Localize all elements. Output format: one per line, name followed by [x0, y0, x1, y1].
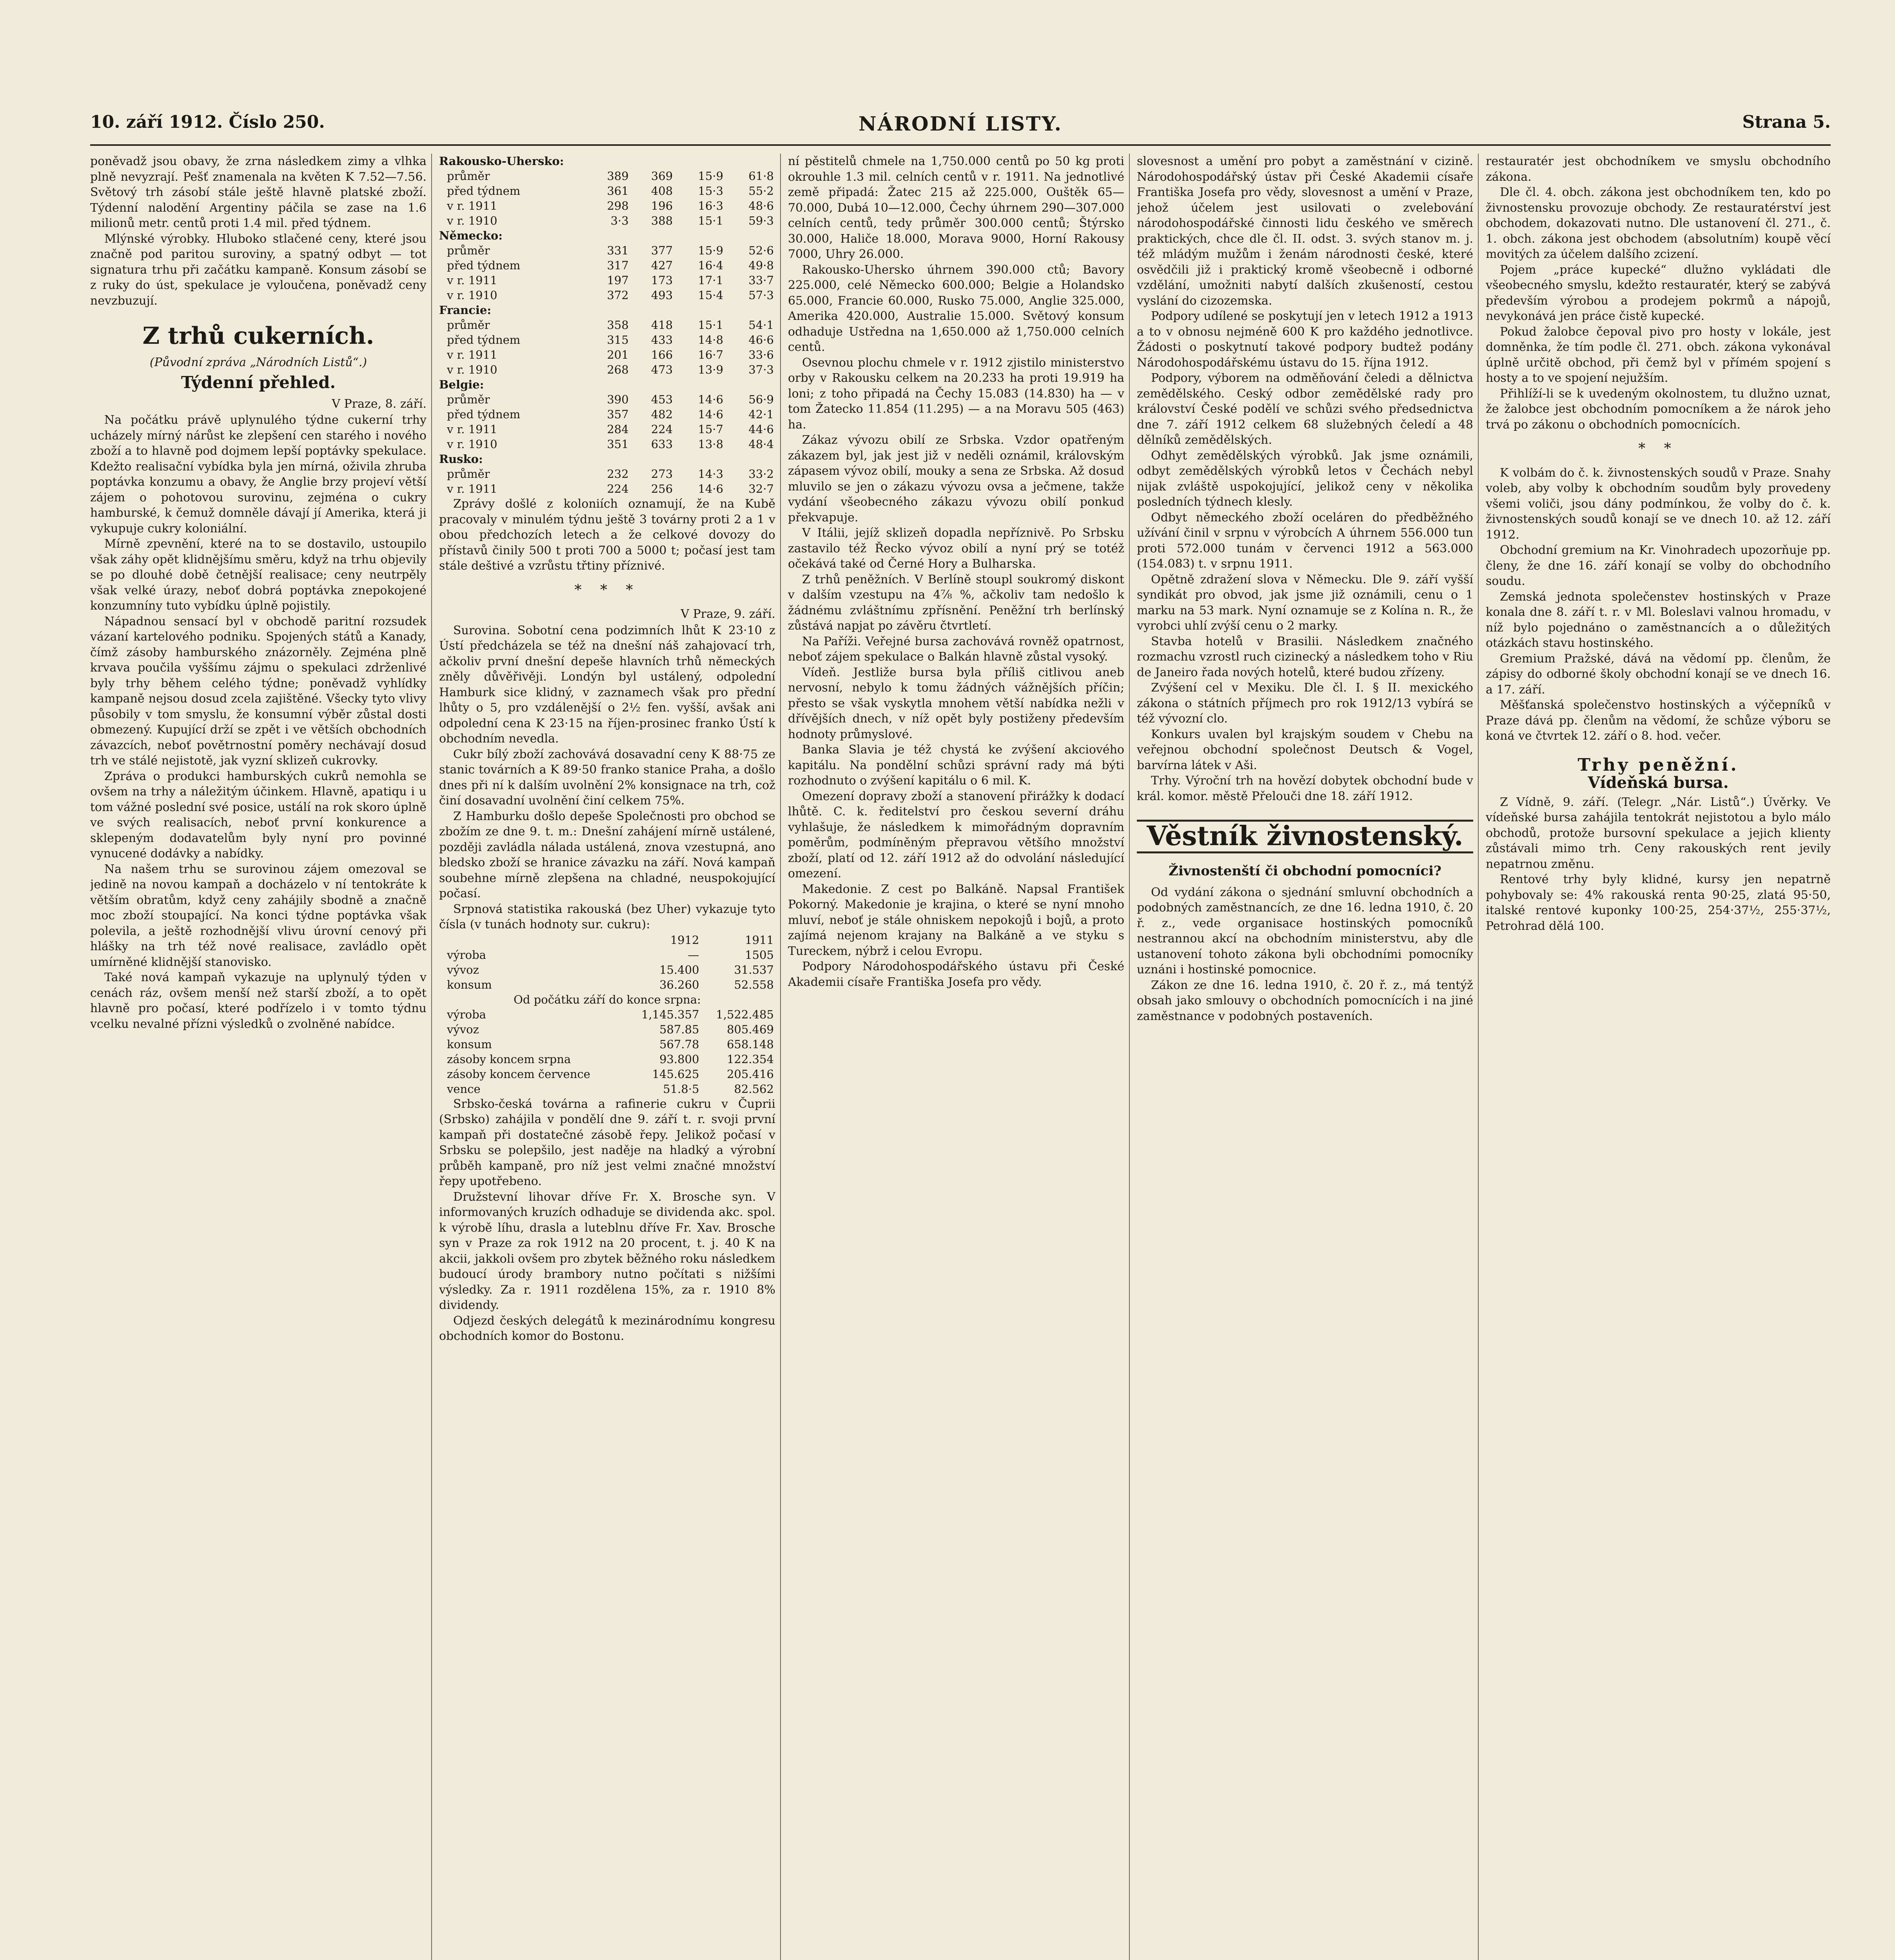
- paragraph: Rentové trhy byly klidné, kursy jen nepatrně pohybovaly se: 4% rakouská renta 90·25, zlatá 95·50, italské rentové kuponky 100·25, 254·37½, 255·37½, Petrohrad dělá 100.: [1486, 873, 1831, 933]
- cell-value: 14·6: [698, 482, 724, 495]
- table-row: [439, 1007, 775, 1022]
- row-label: výroba: [447, 948, 486, 962]
- table-row: [439, 318, 775, 332]
- paragraph: restauratér jest obchodníkem ve smyslu obchodního zákona.: [1486, 154, 1831, 184]
- row-label: průměr: [447, 244, 490, 257]
- cell-value: 16·7: [698, 348, 724, 361]
- table-row: [439, 362, 775, 377]
- cell-value: 205.416: [727, 1067, 774, 1081]
- header-rule: [90, 144, 1831, 146]
- cell-value: 173: [651, 274, 673, 287]
- column-rule: [1478, 154, 1479, 1960]
- cell-value: 315: [607, 333, 629, 347]
- cell-value: 14·8: [698, 333, 724, 347]
- table-row: [439, 466, 775, 481]
- paragraph: Cukr bílý zboží zachovává dosavadní ceny K 88·75 ze stanic továrních a K 89·50 franko stanice Praha, a došlo dnes při ní k dalším uvolnění 2% konsignace na trh, což činí dosavadní uvolnění činí celkem 75%.: [439, 747, 775, 808]
- paragraph: Zemská jednota společenstev hostinských v Praze konala dne 8. září t. r. v Ml. Boleslavi valnou hromadu, v níž bylo pojednáno o zaměstnancích a o důležitých otázkách stavu hostinského.: [1486, 590, 1831, 650]
- row-label: výroba: [447, 1007, 486, 1021]
- cell-value: 317: [607, 259, 629, 272]
- cell-value: 51.8·5: [663, 1082, 699, 1096]
- paragraph: Stavba hotelů v Brasilii. Následkem značného rozmachu vzrostl ruch cizinecký a následkem toho v Riu de Janeiro řada nových hotelů, které budou zřízeny.: [1137, 634, 1473, 679]
- cell-value: 32·7: [748, 482, 774, 495]
- paragraph: Mírně zpevnění, které na to se dostavilo, ustoupilo však záhy opět klidnějšímu směru, když na trhu objevily se po dlouhé době četnější realisace; ceny neutrpěly však velké úrazy, neboť dobrá poptávka znepokojené konzumníny tuto vybídku úplně pojistily.: [90, 537, 427, 613]
- cell-value: 57·3: [748, 289, 774, 302]
- table-row: [439, 962, 775, 977]
- cell-value: 284: [607, 423, 629, 436]
- cell-value: 372: [607, 289, 629, 302]
- row-label: vývoz: [447, 963, 479, 976]
- table-row: [439, 183, 775, 198]
- paragraph: Banka Slavia je též chystá ke zvýšení akciového kapitálu. Na pondělní schůzi správní rady má býti rozhodnuto o zvýšení kapitálu o 6 mil. K.: [788, 743, 1124, 788]
- cell-value: 16·3: [698, 199, 724, 212]
- row-label: v r. 1911: [447, 274, 497, 287]
- row-label: v r. 1911: [447, 348, 497, 361]
- paragraph: Trhy. Výroční trh na hovězí dobytek obchodní bude v král. komor. městě Přelouči dne 18. září 1912.: [1137, 774, 1473, 803]
- table-row: [439, 1052, 775, 1067]
- cell-value: 15·4: [698, 289, 724, 302]
- paragraph: Gremium Pražské, dává na vědomí pp. členům, že zápisy do odborné školy obchodní konají se ve dnech 16. a 17. září.: [1486, 652, 1831, 697]
- cell-value: 61·8: [748, 169, 774, 183]
- row-label: v r. 1910: [447, 289, 497, 302]
- table-row: [439, 1067, 775, 1082]
- row-label: v r. 1910: [447, 363, 497, 376]
- column-rule: [1129, 154, 1130, 1960]
- cell-value: 1,522.485: [716, 1007, 774, 1021]
- table-row: [439, 332, 775, 347]
- paragraph: Také nová kampaň vykazuje na uplynulý týden v cenách ráz, ovšem menší než starší zboží, a to opět hlavně pro počasí, které podřízelo i v tomto týdnu vcelku nevalné přízni výsledků o zvolněné nabídce.: [90, 971, 427, 1031]
- paragraph: Přihlíží-li se k uvedeným okolnostem, tu dlužno uznat, že žalobce jest obchodním pomocníkem a že nárok jeho trvá po zákonu o obchodních pomocnících.: [1486, 387, 1831, 432]
- table-row: [439, 213, 775, 228]
- table-row: [439, 392, 775, 407]
- row-label: před týdnem: [447, 333, 521, 347]
- section-subtitle: Týdenní přehled.: [181, 372, 336, 392]
- table-row: [439, 481, 775, 496]
- row-label: před týdnem: [447, 408, 521, 421]
- column-5: [1486, 154, 1831, 1960]
- cell-value: 14·6: [698, 408, 724, 421]
- cell-value: 15·1: [698, 214, 724, 227]
- cell-value: 389: [607, 169, 629, 183]
- paragraph: Odhyt zemědělských výrobků. Jak jsme oznámili, odbyt zemědělských výrobků letos v Čechách nebyl nijak zvláště uspokojující, jelikož ceny v několika posledních týdnech klesly.: [1137, 448, 1473, 509]
- row-label: průměr: [447, 393, 490, 406]
- paragraph: Omezení dopravy zboží a stanovení přirážky k dodací lhůtě. C. k. ředitelství pro českou severní dráhu vyhlašuje, že následkem k mimořádným dopravním poměrům, podmíněným přepravou většího množství zboží, platí od 12. září 1912 až do odvolání následující omezení.: [788, 789, 1124, 880]
- paragraph: Odbyt německého zboží oceláren do předběžného užívání činil v srpnu v výrobcích A úhrnem 556.000 tun proti 572.000 tunám v červenci 1912 a 563.000 (154.083) t. v srpnu 1911.: [1137, 510, 1473, 571]
- cell-value: 46·6: [748, 333, 774, 347]
- table-row: [439, 1082, 775, 1096]
- cell-value: 82.562: [734, 1082, 774, 1096]
- cell-value: 1,145.357: [641, 1007, 699, 1021]
- paragraph: Pokud žalobce čepoval pivo pro hosty v lokále, jest domněnka, že tím podle čl. 271. obch. zákona vykonával úplně určitě obchod, při čemž byl v přímém spojení s hosty a to ve spojení nejužším.: [1486, 325, 1831, 385]
- paragraph: Družstevní lihovar dříve Fr. X. Brosche syn. V informovaných kruzích odhaduje se dividenda akc. spol. k výrobě líhu, drasla a luteblnu dříve Fr. Xav. Brosche syn v Praze za rok 1912 na 20 procent, t. j. 40 K na akcii, jakkoli ovšem pro zbytek běžného roku následkem budoucí úrody brambory nutno počítati s nižšími výsledky. Za r. 1911 rozdělena 15%, za r. 1910 8% dividendy.: [439, 1190, 775, 1312]
- cell-value: 33·7: [748, 274, 774, 287]
- row-label: průměr: [447, 467, 490, 481]
- column-2: [439, 154, 775, 1960]
- cell-value: 31.537: [734, 963, 774, 976]
- cell-value: 15·1: [698, 318, 724, 332]
- row-label: konsum: [447, 1037, 492, 1051]
- paragraph: poněvadž jsou obavy, že zrna následkem zimy a vlhka plně nevyzrají. Pešť znamenala na květen K 7.52—7.56. Světový trh zásobí stále ještě hlavně platské zboží. Týdenní nalodění Argentiny páčila se zase na 1.6 milionů metr. centů proti 1.4 mil. před týdnem.: [90, 154, 427, 230]
- cell-value: 201: [607, 348, 629, 361]
- page-number: Strana 5.: [1742, 112, 1831, 132]
- table-row: [439, 437, 775, 452]
- table-heading: Rakousko-Uhersko:: [439, 154, 564, 168]
- cell-value: 427: [651, 259, 673, 272]
- paragraph: Zvýšení cel v Mexiku. Dle čl. I. § II. mexického zákona o státních příjmech pro rok 1912/13 vybírá se též vývozní clo.: [1137, 681, 1473, 726]
- dateline: V Praze, 9. září.: [681, 607, 775, 621]
- table-subheading: Od počátku září do konce srpna:: [514, 993, 701, 1006]
- year-header: 1912: [670, 933, 699, 947]
- table-row: [439, 258, 775, 273]
- paragraph: Měšťanská společenstvo hostinských a výčepníků v Praze dává pp. členům na vědomí, že schůze výboru se koná ve čtvrtek 12. září o 8. hod. večer.: [1486, 698, 1831, 743]
- cell-value: 482: [651, 408, 673, 421]
- row-label: před týdnem: [447, 259, 521, 272]
- paragraph: ní pěstitelů chmele na 1,750.000 centů po 50 kg proti okrouhle 1.3 mil. celních centů v r. 1911. Na jednotlivé země připadá: Žatec 215 až 225.000, Ouštěk 65—70.000, Dubá 10—12.000, Čechy úhrnem 290—307.000 celních centů, tedy průměr 300.000 centů; Štýrsko 30.000, Haliče 18.000, Morava 9000, Horní Rakousy 7000, Uhry 26.000.: [788, 154, 1124, 261]
- table-heading: Belgie:: [439, 378, 484, 391]
- paragraph: Vídeň. Jestliže bursa byla příliš citlivou aneb nervosní, nebylo k tomu žádných vážnějších příčin; přesto se však vyskytla mnohem větší nabídka nežli v dřívějších dnech, v níž opět byly postiženy především hodnoty průmyslové.: [788, 665, 1124, 741]
- table-row: [439, 977, 775, 992]
- cell-value: 54·1: [748, 318, 774, 332]
- article-title: Živnostenští či obchodní pomocníci?: [1169, 863, 1441, 879]
- cell-value: 197: [607, 274, 629, 287]
- paragraph: Makedonie. Z cest po Balkáně. Napsal František Pokorný. Makedonie je krajina, o které se nyní mnoho mluví, neboť je stále ohniskem nepokojů i bojů, a proto zajímá nejenom krajany na Balkáně a ve styku s Tureckem, nýbrž i celou Evropu.: [788, 882, 1124, 958]
- cell-value: 351: [607, 437, 629, 451]
- table-row: [439, 407, 775, 422]
- cell-value: 145.625: [652, 1067, 699, 1081]
- paragraph: Na Paříži. Veřejné bursa zachovává rovněž opatrnost, neboť zájem spekulace o Balkán hlavně zůstal vysoký.: [788, 634, 1124, 664]
- row-label: průměr: [447, 169, 490, 183]
- column-1: [90, 154, 427, 1960]
- table-row: [439, 347, 775, 362]
- paragraph: Podpory Národohospodářského ústavu při České Akademii císaře Františka Josefa pro vědy.: [788, 960, 1124, 989]
- section-note: (Původní zpráva „Národních Listů“.): [149, 356, 367, 369]
- cell-value: 59·3: [748, 214, 774, 227]
- paragraph: Odjezd českých delegátů k mezinárodnímu kongresu obchodních komor do Bostonu.: [439, 1314, 775, 1343]
- section-title: Trhy peněžní.: [1577, 755, 1739, 775]
- cell-value: 232: [607, 467, 629, 481]
- column-4: [1137, 154, 1473, 1960]
- table-row: [439, 947, 775, 962]
- newspaper-title: NÁRODNÍ LISTY.: [859, 112, 1062, 135]
- cell-value: 567.78: [659, 1037, 699, 1051]
- paragraph: Z Hamburku došlo depeše Společnosti pro obchod se zbožím ze dne 9. t. m.: Dnešní zahájení mírně ustálené, později zavládla nálada ustálená, znova vzestupná, ano bledsko zboží se hranice závazku na září. Nová kampaň soubehne mírně zlepšena na chladné, neuspokojující počasí.: [439, 809, 775, 900]
- section-subtitle: Vídeňská bursa.: [1588, 773, 1729, 792]
- cell-value: 55·2: [748, 184, 774, 198]
- paragraph: Konkurs uvalen byl krajským soudem v Chebu na veřejnou obchodní společnost Deutsch & Vogel, barvírna látek v Aši.: [1137, 727, 1473, 772]
- paragraph: slovesnost a umění pro pobyt a zaměstnání v cizině. Národohospodářský ústav při České Akademii císaře Františka Josefa pro vědy, slovesnost a umění v Praze, jehož účelem jest usilovati o zvelebování národohospodářské činnosti lidu českého ve směrech praktických, chce dle čl. II. odst. 3. svých stanov m. j. též mládým mužům i ženám národnosti české, které osvědčili již i praktický kromě všeobecně i odborné vzdělání, umožniti nabytí dalších zkušeností, cestou vyslání do cizozemska.: [1137, 154, 1473, 308]
- paragraph: Zprávy došlé z koloniích oznamují, že na Kubě pracovaly v minulém týdnu ještě 3 továrny proti 2 a 1 v obou předchozích letech a že celkové dovozy do přístavů činily 500 t proti 700 a 5000 t; počasí jest tam stále deštivé a vzrůstu třtiny příznivé.: [439, 497, 775, 573]
- row-label: v r. 1911: [447, 423, 497, 436]
- issue-date: 10. září 1912. Číslo 250.: [90, 112, 325, 132]
- cell-value: 273: [651, 467, 673, 481]
- cell-value: 13·9: [698, 363, 724, 376]
- row-label: průměr: [447, 318, 490, 332]
- dateline: V Praze, 8. září.: [332, 397, 427, 411]
- column-3: [788, 154, 1124, 1960]
- cell-value: 408: [651, 184, 673, 198]
- paragraph: Na našem trhu se surovinou zájem omezoval se jedině na novou kampaň a docházelo v ní tentokráte k větším obratům, když ceny zahájily sbodně a značně moc zboží stoupající. Na konci týdne poptávka však polevila, a ještě rozhodnější vlivu úrovní cenový při hlášky na trh též nové realisace, zavládlo opět umírněné klidnější stanovisko.: [90, 862, 427, 969]
- paragraph: Pojem „práce kupecké“ dlužno vykládati dle všeobecného smyslu, kdežto restauratér, který se zabývá především výrobou a prodejem pokrmů a nápojů, nevykonává jen práce čistě kupecké.: [1486, 263, 1831, 323]
- cell-value: 52.558: [734, 978, 774, 991]
- cell-value: 93.800: [659, 1052, 699, 1066]
- cell-value: 33·6: [748, 348, 774, 361]
- cell-value: 36.260: [659, 978, 699, 991]
- cell-value: 388: [651, 214, 673, 227]
- cell-value: 805.469: [727, 1022, 774, 1036]
- section-title: Z trhů cukerních.: [142, 322, 374, 350]
- cell-value: 122.354: [727, 1052, 774, 1066]
- cell-value: 633: [651, 437, 673, 451]
- cell-value: 377: [651, 244, 673, 257]
- cell-value: 166: [651, 348, 673, 361]
- paragraph: Osevnou plochu chmele v r. 1912 zjistilo ministerstvo orby v Rakousku celkem na 20.233 ha proti 19.919 ha loni; z toho připadá na Čechy 15.083 (14.830) ha — v tom Žatecko 11.854 (11.295) — a na Moravu 505 (463) ha.: [788, 356, 1124, 432]
- cell-value: 298: [607, 199, 629, 212]
- year-header: 1911: [745, 933, 774, 947]
- cell-value: 357: [607, 408, 629, 421]
- cell-value: 44·6: [748, 423, 774, 436]
- paragraph: Srpnová statistika rakouská (bez Uher) vykazuje tyto čísla (v tunách hodnoty sur. cukru):: [439, 902, 775, 931]
- paragraph: Rakousko-Uhersko úhrnem 390.000 ctů; Bavory 225.000, celé Německo 600.000; Belgie a Holandsko 65.000, Francie 60.000, Rusko 75.000, Anglie 325.000, Amerika 420.000, Australie 15.000. Světový konsum odhaduje Ustředna na 1,650.000 až 1,750.000 celních centů.: [788, 263, 1124, 354]
- column-rule: [780, 154, 781, 1960]
- paragraph: Dle čl. 4. obch. zákona jest obchodníkem ten, kdo po živnostensku provozuje obchody. Ze restauratérství jest obchodem, dokazovati nutno. Dle ustanovení čl. 271., č. 1. obch. zákona jest obchodem (absolutním) koupě věcí movitých za účelem dalšího zcizení.: [1486, 185, 1831, 261]
- row-label: v r. 1910: [447, 214, 497, 227]
- cell-value: 33·2: [748, 467, 774, 481]
- section-box-title: Věstník živnostenský.: [1137, 820, 1473, 853]
- table-heading: Rusko:: [439, 452, 483, 466]
- cell-value: 3·3: [610, 214, 629, 227]
- paragraph: Zákon ze dne 16. ledna 1910, č. 20 ř. z., má tentýž obsah jako smlouvy o obchodních pomocnících i na jiné zaměstnance v podobných postaveních.: [1137, 978, 1473, 1023]
- table-row: [439, 1037, 775, 1052]
- row-label: před týdnem: [447, 184, 521, 198]
- cell-value: 418: [651, 318, 673, 332]
- cell-value: 268: [607, 363, 629, 376]
- table-heading: Německo:: [439, 229, 503, 242]
- cell-value: 17·1: [698, 274, 724, 287]
- table-row: [439, 1022, 775, 1037]
- cell-value: 16·4: [698, 259, 724, 272]
- cell-value: —: [688, 948, 699, 962]
- cell-value: 224: [651, 423, 673, 436]
- row-label: v r. 1911: [447, 482, 497, 495]
- cell-value: 361: [607, 184, 629, 198]
- cell-value: 13·8: [698, 437, 724, 451]
- row-label: konsum: [447, 978, 492, 991]
- paragraph: Podpory udílené se poskytují jen v letech 1912 a 1913 a to v obnosu nejméně 600 K pro každého jednotlivce. Žádosti o poskytnutí takové podpory budtež podány Národohospodářskému ústavu do 15. října 1912.: [1137, 309, 1473, 370]
- row-label: v r. 1911: [447, 199, 497, 212]
- cell-value: 56·9: [748, 393, 774, 406]
- statistics-table: [439, 933, 775, 1096]
- section-separator: * *: [1638, 441, 1678, 457]
- paragraph: V Itálii, jejíž sklizeň dopadla nepříznivě. Po Srbsku zastavilo též Řecko vývoz obilí a nyní prý se totéž očekává také od Černé Hory a Bulharska.: [788, 526, 1124, 571]
- section-separator: * * *: [574, 582, 640, 598]
- cell-value: 587.85: [659, 1022, 699, 1036]
- cell-value: 433: [651, 333, 673, 347]
- paragraph: Od vydání zákona o sjednání smluvní obchodních a podobných zaměstnancích, ze dne 16. ledna 1910, č. 20 ř. z., vede organisace hostinských pomocníků nestrannou akcí na obchodním ministerstvu, aby dle ustanovení tohoto zákona byli obchodními pomocníky uznáni i hostinské pomocnice.: [1137, 885, 1473, 976]
- cell-value: 37·3: [748, 363, 774, 376]
- cell-value: 390: [607, 393, 629, 406]
- table-heading: Francie:: [439, 303, 492, 317]
- paragraph: Opětně zdražení slova v Německu. Dle 9. září vyšší syndikát pro obvod, jak jsme již oznámili, cenu o 1 marku na 53 mark. Nyní oznamuje se z Kolína n. R., že vyrobci uhlí zvýší cenu o 2 marky.: [1137, 572, 1473, 633]
- masthead: [90, 112, 1831, 140]
- cell-value: 48·4: [748, 437, 774, 451]
- cell-value: 358: [607, 318, 629, 332]
- table-row: [439, 198, 775, 213]
- cell-value: 14·3: [698, 467, 724, 481]
- cell-value: 42·1: [748, 408, 774, 421]
- cell-value: 224: [607, 482, 629, 495]
- table-row: [439, 273, 775, 288]
- cell-value: 473: [651, 363, 673, 376]
- sugar-stats-table: [439, 154, 775, 496]
- cell-value: 14·6: [698, 393, 724, 406]
- cell-value: 256: [651, 482, 673, 495]
- table-row: [439, 288, 775, 303]
- cell-value: 48·6: [748, 199, 774, 212]
- paragraph: Mlýnské výrobky. Hluboko stlačené ceny, které jsou značně pod paritou suroviny, a spatný odbyt — tot signatura trhu při začátku kampaně. Konsum zásobí se z ruky do úst, spekulace je vyloučena, poněvadž ceny nevzbuzují.: [90, 232, 427, 308]
- table-row: [439, 422, 775, 437]
- paragraph: Srbsko-česká továrna a rafinerie cukru v Čuprii (Srbsko) zahájila v pondělí dne 9. září t. r. svoji první kampaň při dostatečné zásobě řepy. Jelikož počasí v Srbsku se polepšilo, jest naděje na hladký a výrobní průběh kampaně, pro níž jest velmi značné množství řepy upotřebeno.: [439, 1097, 775, 1188]
- table-row: [439, 243, 775, 258]
- paragraph: Obchodní gremium na Kr. Vinohradech upozorňuje pp. členy, že dne 16. září konají se volby do obchodního soudu.: [1486, 543, 1831, 588]
- cell-value: 196: [651, 199, 673, 212]
- cell-value: 493: [651, 289, 673, 302]
- paragraph: Podpory, výborem na odměňování čeledi a dělnictva zemědělského. Ceský odbor zemědělské rady pro království České podělí ve schůzi svého předsednictva dne 7. září 1912 celkem 68 služebných čeledí a 48 dělníků zemědělských.: [1137, 371, 1473, 447]
- cell-value: 15·9: [698, 169, 724, 183]
- table-row: [439, 169, 775, 183]
- cell-value: 369: [651, 169, 673, 183]
- cell-value: 49·8: [748, 259, 774, 272]
- cell-value: 658.148: [727, 1037, 774, 1051]
- paragraph: Zpráva o produkci hamburských cukrů nemohla se ovšem na trhy a náležitým účinkem. Hlavně, apatiqu i u tom vážné poslední své posice, ustálí na rok skoro úplně ve svých realisacích, neboť první konkurence a sklepeným dodavatelům byly nyní pro povinné vynucené dodávky a nabídky.: [90, 769, 427, 860]
- row-label: vence: [447, 1082, 481, 1096]
- paragraph: Zákaz vývozu obilí ze Srbska. Vzdor opatřeným zákazem byl, jak jest již v neděli oznámil, královským zápasem vývoz obilí, mouky a sena ze Srbska. Až dosud mluvilo se jen o zákazu vývozu ovsa a ječmene, takže vydání všeobecného zákazu vývozu obilí ponkud překvapuje.: [788, 433, 1124, 524]
- cell-value: 52·6: [748, 244, 774, 257]
- row-label: v r. 1910: [447, 437, 497, 451]
- row-label: vývoz: [447, 1022, 479, 1036]
- cell-value: 453: [651, 393, 673, 406]
- paragraph: K volbám do č. k. živnostenských soudů v Praze. Snahy voleb, aby volby k obchodním soudům byly provedeny všemi voliči, jsou dány podmínkou, že volby do č. k. živnostenských soudů konají se ve dnech 10. až 12. září 1912.: [1486, 466, 1831, 542]
- row-label: zásoby koncem července: [447, 1067, 590, 1081]
- row-label: zásoby koncem srpna: [447, 1052, 571, 1066]
- column-rule: [431, 154, 432, 1960]
- paragraph: Surovina. Sobotní cena podzimních lhůt K 23·10 z Ústí předcházela se též na dnešní náš zahajovací trh, ačkoliv první dnešní depeše hlavních trhů německých zněly důvěřivěji. Londýn byl ustálený, odpolední Hamburk sice klidný, v zaznamech však pro přední lhůty o 5, pro vzdálenější o 2½ fen. vyšší, avšak ani odpolední cena K 23·15 na říjen-prosinec franko Ústí k obchodním nevedla.: [439, 623, 775, 746]
- cell-value: 15.400: [659, 963, 699, 976]
- cell-value: 15·3: [698, 184, 724, 198]
- cell-value: 15·7: [698, 423, 724, 436]
- cell-value: 15·9: [698, 244, 724, 257]
- cell-value: 331: [607, 244, 629, 257]
- paragraph: Z trhů peněžních. V Berlíně stoupl soukromý diskont v dalším vzestupu na 4⅞ %, ačkoliv tam nedošlo k žádnému zvláštnímu zpřísnění. Peněžní trh berlínský zůstává napjat po závěru čtvrtletí.: [788, 572, 1124, 633]
- paragraph: Na počátku právě uplynulého týdne cukerní trhy ucházely mírný nárůst ke zlepšení cen starého i nového zboží a to hlavně pod dojmem lepší poptávky spekulace. Kdežto realisační vybídka byla jen mírná, oživila zhruba poptávka konzumu a obavy, že Anglie brzy projeví větší zájem o pohotovou surovinu, zejména o cukry hamburské, k čemuž domněle dávají jí Amerika, která ji vykupuje cukry koloniální.: [90, 413, 427, 535]
- cell-value: 1505: [745, 948, 774, 962]
- paragraph: Nápadnou sensací byl v obchodě paritní rozsudek vázaní kartelového podniku. Spojených států a Kanady, čímž zásoby hamburského znázorněly. Zejména plně krvava poučila vyššímu zájmu o spekulaci zdrženlivé byly trhy během celého týdne; poněvadž vyhlídky kampaně nejsou dosud zcela zajištěné. Všecky tyto vlivy působily v tom smyslu, že konsumní výběr zůstal dosti obmezený. Kupující drží se zpět i ve větších obchodních závazcích, neboť povětrnostní poměry nechávají dosud trh ve stálé nejistotě, jak vyzní sklizeň cukrovky.: [90, 614, 427, 768]
- paragraph: Z Vídně, 9. září. (Telegr. „Nár. Listů“.) Úvěrky. Ve vídeňské bursa zahájila tentokrát nejistotou a bylo málo obchodů, protože bursovní spekulace a jejich klienty zůstávali mimo trh. Ceny rakouských rent jevily nepatrnou změnu.: [1486, 795, 1831, 871]
